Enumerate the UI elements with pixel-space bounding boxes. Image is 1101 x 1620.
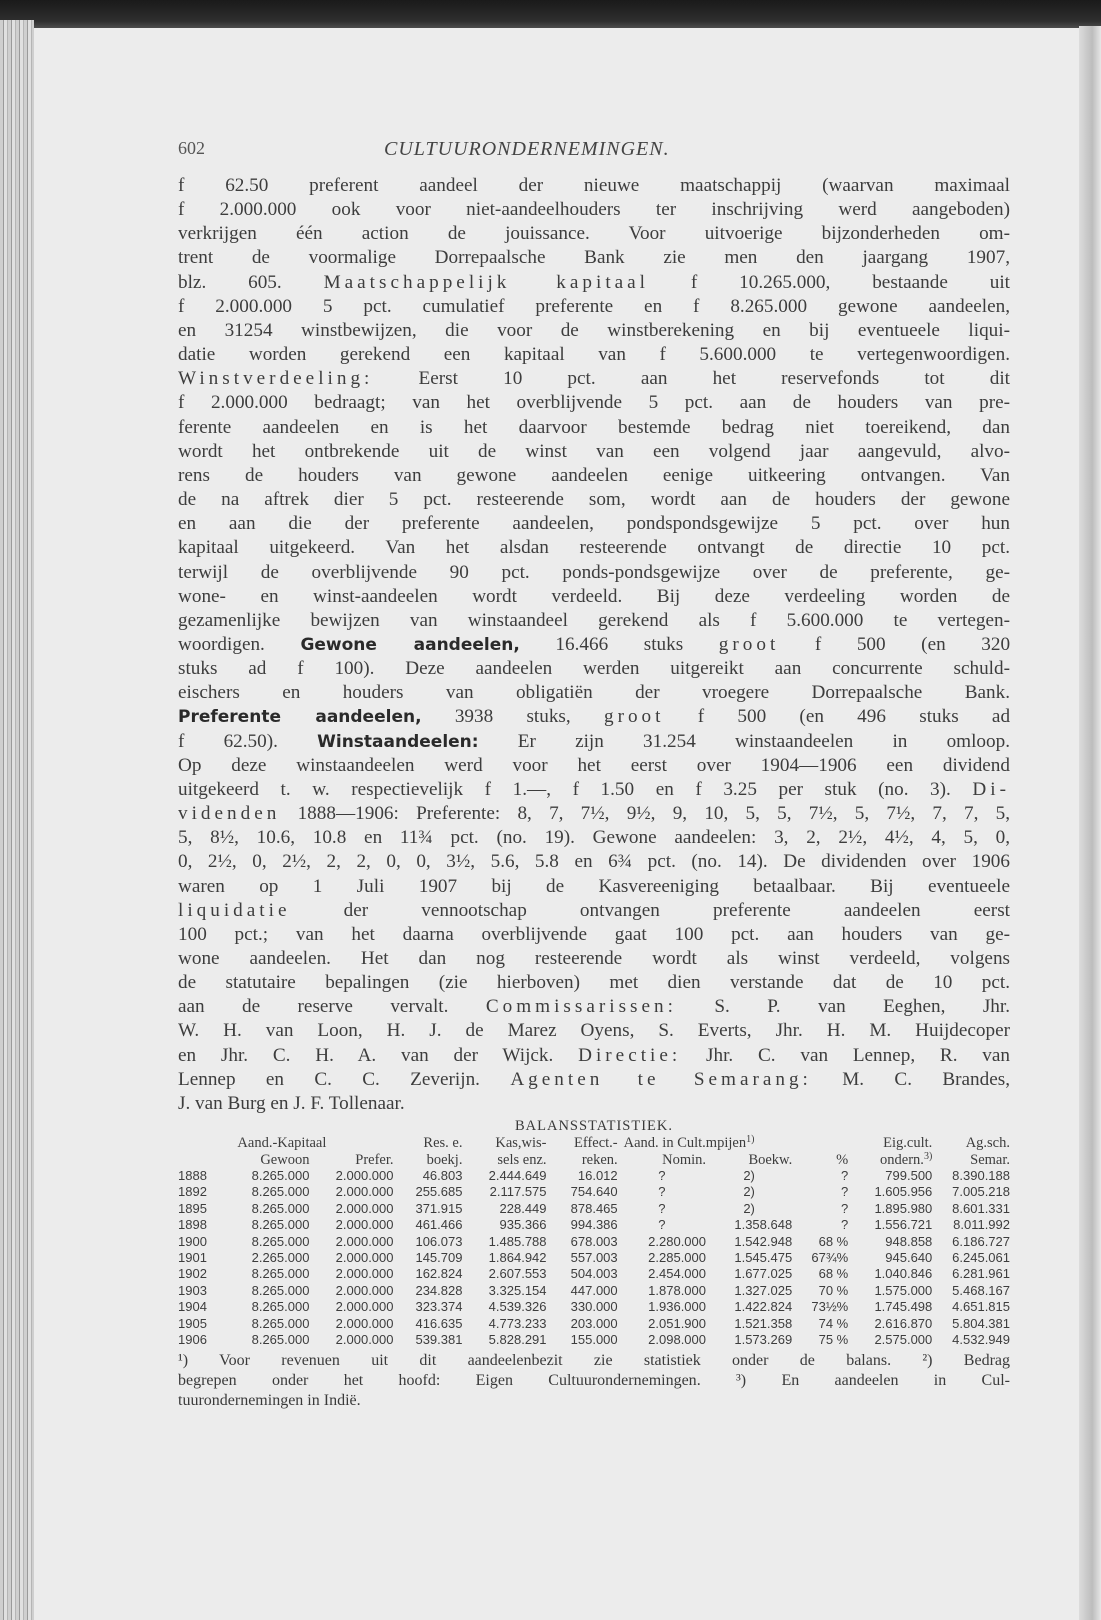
footnotes: [178, 1351, 1010, 1411]
page-number: 602: [178, 138, 205, 158]
year-cell: 1904: [178, 1299, 207, 1315]
text-line: waren op 1 Juli 1907 bij de Kasvereeniging betaalbaar. Bij eventueele: [178, 875, 1010, 897]
table-cell: 2.000.000: [335, 1184, 394, 1200]
table-cell: 8.265.000: [251, 1200, 310, 1216]
year-cell: 1903: [178, 1282, 207, 1298]
column-header: ondern.$^{3)}$: [880, 1150, 933, 1168]
table-cell: ?: [841, 1217, 849, 1233]
year-cell: 1898: [178, 1217, 207, 1233]
text-line: eischers en houders van obligatiën der vroegere Dorrepaalsche Bank.: [178, 682, 1010, 704]
text-line: Winstverdeeling: Eerst 10 pct. aan het reservefonds tot dit: [178, 368, 1010, 390]
column-header: Aand.-Kapitaal: [237, 1135, 327, 1152]
text-line: Op deze winstaandeelen werd voor het eerst over 1904—1906 een dividend: [178, 754, 1010, 776]
table-cell: 8.265.000: [251, 1217, 310, 1233]
table-cell: 2.000.000: [335, 1331, 394, 1347]
column-header: Semar.: [970, 1151, 1010, 1168]
table-cell: 2): [743, 1200, 755, 1216]
table-cell: 539.381: [415, 1331, 463, 1347]
text-line: terwijl de overblijvende 90 pct. ponds-pondsgewijze over de preferente, ge-: [178, 561, 1010, 583]
table-cell: 2.000.000: [335, 1315, 394, 1331]
text-line: Preferente aandeelen, 3938 stuks, groot f 500 (en 496 stuks ad: [178, 706, 1011, 728]
table-cell: 935.366: [499, 1217, 547, 1233]
table-cell: ?: [841, 1167, 849, 1183]
table-cell: 8.265.000: [251, 1331, 310, 1347]
text-line: W. H. van Loon, H. J. de Marez Oyens, S. Everts, Jhr. H. M. Huijdecoper: [178, 1020, 1010, 1042]
section-label-agents: Agenten te Semarang:: [510, 1068, 812, 1090]
text-line: wone- en winst-aandeelen wordt verdeeld. Bij deze verdeeling worden de: [178, 585, 1010, 607]
table-cell: 754.640: [570, 1184, 618, 1200]
text-line: datie worden gerekend een kapitaal van f 5.600.000 te vertegenwoordigen.: [178, 344, 1010, 366]
table-cell: 1.895.980: [874, 1200, 933, 1216]
table-cell: 1.358.648: [734, 1217, 793, 1233]
table-cell: 228.449: [499, 1200, 547, 1216]
table-cell: ?: [658, 1200, 666, 1216]
table-cell: 6.245.061: [952, 1249, 1010, 1265]
text-line: Lennep en C. C. Zeverijn. Agenten te Semarang: M. C. Brandes,: [178, 1068, 1011, 1090]
table-cell: 878.465: [570, 1200, 618, 1216]
year-cell: 1895: [178, 1200, 207, 1216]
text-line: f 2.000.000 ook voor niet-aandeelhouders ter inschrijving werd aangeboden): [178, 199, 1010, 221]
table-cell: 2.000.000: [335, 1200, 394, 1216]
table-cell: 2.280.000: [648, 1233, 706, 1249]
table-cell: 106.073: [415, 1233, 463, 1249]
table-cell: 1.485.788: [488, 1233, 547, 1249]
section-label-dividends: videnden: [178, 803, 281, 825]
table-cell: 416.635: [415, 1315, 463, 1331]
table-cell: 5.804.381: [952, 1315, 1010, 1331]
table-cell: 461.466: [415, 1217, 463, 1233]
table-cell: ?: [658, 1167, 666, 1183]
table-cell: 330.000: [570, 1299, 618, 1315]
column-header: Gewoon: [260, 1151, 310, 1168]
table-cell: 8.265.000: [251, 1184, 310, 1200]
book-page: [34, 28, 1079, 1620]
table-cell: 5.828.291: [488, 1331, 547, 1347]
table-cell: 1.545.475: [734, 1249, 793, 1265]
table-row: [178, 1299, 1010, 1315]
balance-statistics-table: [178, 1135, 1010, 1348]
table-cell: 234.828: [415, 1282, 463, 1298]
year-cell: 1901: [178, 1249, 207, 1265]
table-cell: 2.265.000: [251, 1249, 310, 1265]
page-content: [178, 138, 1010, 1411]
text-line: verkrijgen één action de jouissance. Voor uitvoerige bijzonderheden om-: [178, 223, 1010, 245]
table-cell: 2.000.000: [335, 1233, 394, 1249]
table-cell: 1.677.025: [734, 1266, 793, 1282]
text-line: f 2.000.000 5 pct. cumulatief preferente en f 8.265.000 gewone aandeelen,: [178, 295, 1010, 317]
column-header: Aand. in Cult.mpijen$^{1)}$: [623, 1134, 755, 1152]
table-cell: 8.011.992: [953, 1217, 1010, 1233]
table-cell: 7.005.218: [952, 1184, 1010, 1200]
year-cell: 1905: [178, 1315, 207, 1331]
text-line: blz. 605. Maatschappelijk kapitaal f 10.265.000, bestaande uit: [178, 271, 1010, 293]
table-cell: 1.542.948: [734, 1233, 793, 1249]
table-cell: 8.265.000: [251, 1299, 310, 1315]
scan-border-top: [0, 0, 1101, 30]
table-cell: 2.575.000: [874, 1331, 933, 1347]
body-text: [178, 174, 1010, 1116]
table-row: [178, 1250, 1010, 1266]
scan-border-right: [1079, 26, 1101, 1620]
table-cell: 799.500: [885, 1167, 933, 1183]
table-cell: 2.000.000: [335, 1167, 394, 1183]
table-cell: 1.605.956: [874, 1184, 933, 1200]
text-line: aan de reserve vervalt. Commissarissen: S. P. van Eeghen, Jhr.: [178, 996, 1011, 1018]
footnote-line: tuurondernemingen in Indië.: [178, 1392, 361, 1410]
table-cell: 68 %: [818, 1266, 849, 1282]
table-cell: ?: [841, 1184, 849, 1200]
text-line: de statutaire bepalingen (zie hierboven) met dien verstande dat de 10 pct.: [178, 972, 1010, 994]
table-cell: 67¾%: [811, 1249, 849, 1265]
table-cell: 8.390.188: [952, 1167, 1010, 1183]
table-row: [178, 1316, 1010, 1332]
text-line: f 62.50 preferent aandeel der nieuwe maatschappij (waarvan maximaal: [178, 175, 1010, 196]
table-cell: 8.265.000: [251, 1282, 310, 1298]
table-cell: 371.915: [415, 1200, 463, 1216]
column-header: %: [836, 1151, 849, 1168]
section-label-liquidation: liquidatie: [178, 899, 291, 921]
table-cell: 68 %: [818, 1233, 849, 1249]
table-cell: 203.000: [570, 1315, 618, 1331]
table-row: [178, 1217, 1010, 1233]
table-row: [178, 1283, 1010, 1299]
table-cell: 2.000.000: [335, 1217, 394, 1233]
text-line: stuks ad f 100). Deze aandeelen werden uitgereikt aan concurrente schuld-: [178, 658, 1010, 680]
text-line: gezamenlijke bewijzen van winstaandeel gerekend als f 5.600.000 te vertegen-: [178, 609, 1010, 631]
text-line: f 2.000.000 bedraagt; van het overblijvende 5 pct. aan de houders van pre-: [178, 392, 1010, 414]
table-cell: 155.000: [570, 1331, 618, 1347]
year-cell: 1902: [178, 1266, 207, 1282]
text-line: kapitaal uitgekeerd. Van het alsdan resteerende ontvangt de directie 10 pct.: [178, 537, 1010, 559]
column-header: reken.: [581, 1151, 618, 1168]
year-cell: 1906: [178, 1331, 207, 1347]
table-cell: 73½%: [811, 1299, 849, 1315]
column-header: sels enz.: [497, 1151, 547, 1168]
table-cell: 2.616.870: [874, 1315, 933, 1331]
column-header: Ag.sch.: [965, 1135, 1010, 1152]
text-line: de na aftrek dier 5 pct. resteerende som, wordt aan de houders der gewone: [178, 489, 1010, 511]
year-cell: 1892: [178, 1184, 207, 1200]
table-cell: 557.003: [570, 1249, 618, 1265]
table-cell: 1.878.000: [648, 1282, 706, 1298]
table-header-row: [178, 1135, 1010, 1151]
text-line: uitgekeerd t. w. respectievelijk f 1.—, f 1.50 en f 3.25 per stuk (no. 3). Di-: [178, 778, 1010, 800]
text-line: ferente aandeelen en is het daarvoor bestemde bedrag niet toereikend, dan: [178, 416, 1010, 438]
table-cell: 948.858: [885, 1233, 933, 1249]
table-header-row: [178, 1152, 1010, 1168]
table-cell: 1.745.498: [874, 1299, 933, 1315]
table-cell: 5.468.167: [952, 1282, 1010, 1298]
table-row: [178, 1234, 1010, 1250]
section-heading-profit-shares: Winstaandeelen:: [317, 731, 479, 752]
table-cell: 1.575.000: [874, 1282, 933, 1298]
table-cell: 678.003: [570, 1233, 618, 1249]
table-cell: 2): [743, 1167, 755, 1183]
text-line: J. van Burg en J. F. Tollenaar.: [178, 1092, 405, 1114]
text-line: en Jhr. C. H. A. van der Wijck. Directie: Jhr. C. van Lennep, R. van: [178, 1044, 1010, 1066]
table-cell: 2): [743, 1184, 755, 1200]
table-cell: 4.773.233: [488, 1315, 547, 1331]
table-cell: 74 %: [818, 1315, 849, 1331]
table-cell: 6.186.727: [952, 1233, 1010, 1249]
text-line: liquidatie der vennootschap ontvangen preferente aandeelen eerst: [178, 899, 1010, 921]
text-line: 5, 8½, 10.6, 10.8 en 11¾ pct. (no. 19). Gewone aandeelen: 3, 2, 2½, 4½, 4, 5, 0,: [178, 827, 1010, 849]
table-cell: ?: [658, 1184, 666, 1200]
table-row: [178, 1201, 1010, 1217]
text-line: rens de houders van gewone aandeelen eenige uitkeering ontvangen. Van: [178, 464, 1010, 486]
section-label-commissioners: Commissarissen:: [485, 996, 677, 1018]
column-header: Res. e.: [423, 1135, 463, 1152]
table-cell: 2.444.649: [488, 1167, 547, 1183]
column-header: Boekw.: [748, 1151, 793, 1168]
text-line: trent de voormalige Dorrepaalsche Bank zie men den jaargang 1907,: [178, 247, 1010, 269]
text-line: 0, 2½, 0, 2½, 2, 2, 0, 0, 3½, 5.6, 5.8 en 6¾ pct. (no. 14). De dividenden over 1906: [178, 851, 1010, 873]
column-header: Prefer.: [355, 1151, 394, 1168]
table-cell: 8.265.000: [251, 1233, 310, 1249]
table-cell: 1.556.721: [874, 1217, 933, 1233]
table-row: [178, 1266, 1010, 1282]
column-header: Nomin.: [662, 1151, 706, 1168]
section-heading-common-shares: Gewone aandeelen,: [300, 634, 520, 655]
footnote-line: begrepen onder het hoofd: Eigen Cultuurondernemingen. ³) En aandeelen in Cul-: [178, 1372, 1010, 1390]
table-row: [178, 1332, 1010, 1348]
table-cell: 1.936.000: [648, 1299, 706, 1315]
column-header: Kas,wis-: [495, 1135, 547, 1152]
text-line: videnden 1888—1906: Preferente: 8, 7, 7½, 9½, 9, 10, 5, 5, 7½, 5, 7½, 7, 7, 5,: [178, 803, 1011, 825]
table-cell: 162.824: [415, 1266, 463, 1282]
table-row: [178, 1184, 1010, 1200]
table-cell: 1.422.824: [734, 1299, 793, 1315]
table-cell: 46.803: [422, 1167, 463, 1183]
table-cell: 994.386: [570, 1217, 618, 1233]
column-header: Eig.cult.: [883, 1135, 933, 1152]
table-body: [178, 1168, 1010, 1348]
table-cell: 945.640: [885, 1249, 933, 1265]
section-label-capital: Maatschappelijk kapitaal: [323, 271, 650, 293]
table-cell: 1.040.846: [874, 1266, 933, 1282]
book-spine-edge: [0, 20, 34, 1620]
table-cell: 4.532.949: [952, 1331, 1010, 1347]
text-line: wordt het ontbrekende uit de winst van een volgend jaar aangevuld, alvo-: [178, 440, 1010, 462]
text-line: woordigen. Gewone aandeelen, 16.466 stuks groot f 500 (en 320: [178, 633, 1011, 655]
table-cell: 2.117.575: [489, 1184, 547, 1200]
text-line: en 31254 winstbewijzen, die voor de winstberekening en bij eventueele liqui-: [178, 319, 1010, 341]
running-title: CULTUURONDERNEMINGEN.: [384, 138, 670, 160]
table-cell: 2.607.553: [488, 1266, 547, 1282]
table-cell: 70 %: [818, 1282, 849, 1298]
table-cell: 3.325.154: [488, 1282, 547, 1298]
table-cell: 8.601.331: [952, 1200, 1010, 1216]
table-cell: 1.327.025: [734, 1282, 793, 1298]
text-line: wone aandeelen. Het dan nog resteerende wordt als winst verdeeld, volgens: [178, 948, 1010, 969]
text-line: en aan die der preferente aandeelen, pondspondsgewijze 5 pct. over hun: [178, 513, 1010, 535]
table-cell: 2.285.000: [648, 1249, 706, 1265]
table-cell: 1.864.942: [488, 1249, 547, 1265]
running-header: [178, 138, 1010, 174]
table-cell: 4.651.815: [952, 1299, 1010, 1315]
table-cell: 504.003: [570, 1266, 618, 1282]
table-cell: 4.539.326: [488, 1299, 547, 1315]
table-cell: 2.000.000: [335, 1266, 394, 1282]
footnote-line: ¹) Voor revenuen uit dit aandeelenbezit zie statistiek onder de balans. ²) Bedrag: [178, 1352, 1010, 1370]
table-cell: 8.265.000: [251, 1315, 310, 1331]
table-cell: 8.265.000: [251, 1266, 310, 1282]
table-cell: 6.281.961: [952, 1266, 1010, 1282]
table-title: BALANSSTATISTIEK.: [514, 1118, 674, 1135]
table-cell: 2.000.000: [335, 1249, 394, 1265]
column-header: boekj.: [426, 1151, 463, 1168]
table-cell: ?: [841, 1200, 849, 1216]
table-cell: 1.573.269: [734, 1331, 793, 1347]
section-label-profit-distribution: Winstverdeeling:: [178, 368, 374, 390]
year-cell: 1900: [178, 1233, 207, 1249]
table-cell: 75 %: [818, 1331, 849, 1347]
section-heading-preferred-shares: Preferente aandeelen,: [178, 707, 422, 728]
year-cell: 1888: [178, 1167, 207, 1183]
table-cell: 8.265.000: [251, 1167, 310, 1183]
table-cell: 323.374: [415, 1299, 463, 1315]
table-cell: 447.000: [570, 1282, 618, 1298]
table-cell: 1.521.358: [734, 1315, 793, 1331]
table-cell: 2.000.000: [335, 1282, 394, 1298]
column-header: Effect.-: [574, 1135, 618, 1152]
table-cell: 2.454.000: [648, 1266, 706, 1282]
table-cell: 16.012: [577, 1167, 618, 1183]
table-cell: 255.685: [415, 1184, 463, 1200]
text-line: f 62.50). Winstaandeelen: Er zijn 31.254 winstaandeelen in omloop.: [178, 730, 1010, 752]
section-label-management: Directie:: [578, 1044, 682, 1066]
table-row: [178, 1168, 1010, 1184]
table-cell: ?: [658, 1217, 666, 1233]
table-cell: 145.709: [415, 1249, 463, 1265]
table-cell: 2.051.900: [648, 1315, 706, 1331]
table-cell: 2.000.000: [335, 1299, 394, 1315]
text-line: 100 pct.; van het daarna overblijvende gaat 100 pct. aan houders van ge-: [178, 923, 1010, 945]
table-cell: 2.098.000: [648, 1331, 706, 1347]
